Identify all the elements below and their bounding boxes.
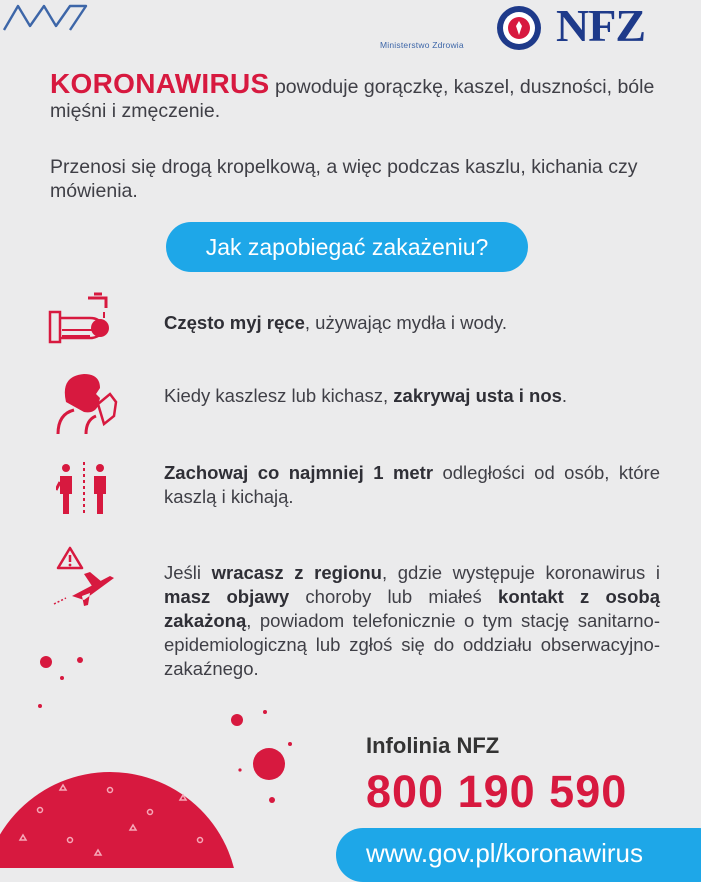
tip-travel-text2: , gdzie występuje koronawirus i: [381, 562, 660, 583]
tip-travel-text4: , powiadom telefonicznie o tym stację sanitarno-epidemiologiczną lub zgłoś się do oddziału obserwacyjno-zakaźnego.: [164, 610, 660, 679]
ministry-caption: Ministerstwo Zdrowia: [380, 40, 464, 50]
distance-icon: [56, 460, 112, 518]
sanitary-inspection-seal-icon: [495, 4, 543, 52]
tip-cover-mouth: [164, 384, 660, 408]
tip-wash-hands-text: , używając mydła i wody.: [304, 312, 508, 333]
koronawirus-heading: KORONAWIRUS: [50, 68, 270, 99]
hand-washing-icon: [48, 290, 118, 348]
tip-travel-text3: choroby lub miałeś: [289, 586, 499, 607]
tip-keep-distance-text: odległości od osób, które kaszlą i kichają.: [164, 462, 660, 507]
infoline-title: Infolinia NFZ: [366, 733, 500, 758]
tip-travel-bold3: kontakt z osobą zakażoną: [164, 586, 660, 631]
virus-decoration: [0, 640, 340, 868]
website-link[interactable]: www.gov.pl/koronawirus: [366, 838, 643, 868]
prevention-heading-pill: Jak zapobiegać zakażeniu?: [166, 222, 528, 272]
tip-travel-bold1: wracasz z regionu: [211, 562, 382, 583]
tip-travel-bold2: masz objawy: [164, 586, 290, 607]
tip-travel-text1: Jeśli: [164, 562, 212, 583]
nfz-logo: NFZ: [556, 0, 645, 51]
tip-cover-mouth-end: .: [561, 385, 568, 406]
intro-line1: powoduje gorączkę, kaszel, duszności, bóle mięśni i zmęczenie.: [50, 76, 655, 122]
infoline-phone: 800 190 590: [366, 766, 628, 817]
tip-wash-hands: [164, 311, 660, 335]
tip-cover-mouth-text: Kiedy kaszlesz lub kichasz,: [164, 385, 394, 406]
tip-keep-distance-bold: Zachowaj co najmniej 1 metr: [164, 462, 434, 483]
tip-wash-hands-bold: Często myj ręce: [164, 312, 305, 333]
cough-cover-icon: [52, 368, 118, 436]
intro-text: [50, 68, 670, 123]
intro-line2: Przenosi się drogą kropelkową, a więc podczas kaszlu, kichania czy mówienia.: [50, 156, 638, 202]
ministry-of-health-logo: [0, 0, 95, 34]
travel-warning-icon: [52, 546, 116, 608]
tip-cover-mouth-bold: zakrywaj usta i nos: [393, 385, 562, 406]
tip-keep-distance: [164, 461, 660, 509]
